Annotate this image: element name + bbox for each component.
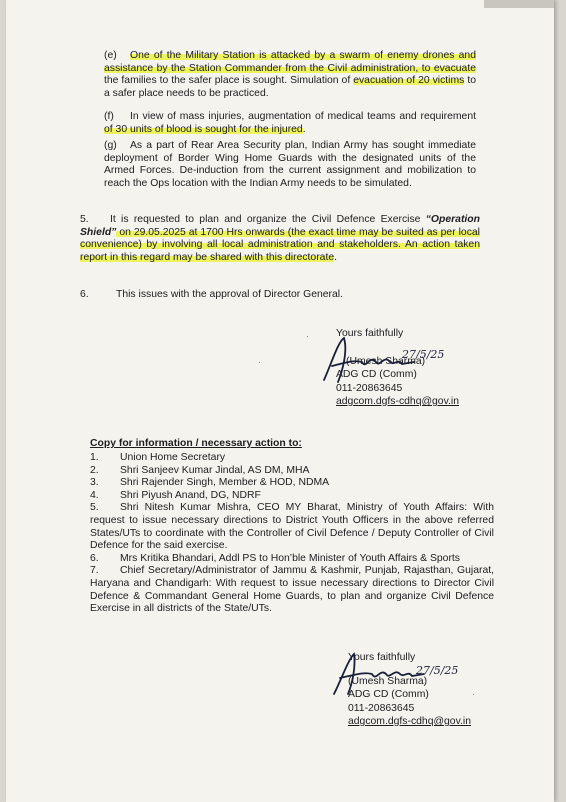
copy-item-number: 7.: [90, 565, 99, 577]
item-f-label: (f): [104, 111, 114, 122]
paragraph-5-highlight: on 29.05.2025 at 1700 Hrs onwards (the exact time may be suited as per local convenience) by involving all local administration and stakeholders. An action taken report in this regard may be shared with this directorate: [80, 226, 480, 263]
copy-item-number: 2.: [90, 464, 99, 476]
copy-item: [90, 452, 494, 465]
copy-item: [90, 465, 494, 478]
scan-speck: ·: [472, 689, 475, 699]
handwritten-signature-1: [318, 332, 448, 392]
copy-item: [90, 490, 494, 503]
closing-text: Yours faithfully: [348, 652, 416, 663]
copy-item-text: Union Home Secretary: [120, 452, 226, 463]
paragraph-5-text-2: .: [334, 251, 338, 263]
scan-speck: ·: [306, 331, 309, 341]
signer-name: (Umesh Sharma): [348, 675, 428, 687]
item-e-label: (e): [104, 50, 117, 61]
item-e-highlight-2: evacuation of 20 victims: [353, 75, 465, 87]
signer-email[interactable]: adgcom.dgfs-cdhq@gov.in: [336, 396, 459, 407]
handwritten-signature-2: [324, 650, 464, 700]
copy-item-text: Shri Sanjeev Kumar Jindal, AS DM, MHA: [120, 464, 310, 476]
signature-date-1: 27/5/25: [402, 348, 445, 361]
copy-item-text: Mrs Kritika Bhandari, Addl PS to Hon’ble Minister of Youth Affairs & Sports: [120, 552, 460, 564]
copy-item: [90, 502, 494, 552]
copy-item-number: 1.: [90, 452, 99, 463]
item-f: [104, 111, 476, 136]
paragraph-6: [80, 289, 480, 302]
signer-designation: ADG CD (Comm): [336, 369, 417, 380]
copy-item-text: Shri Rajender Singh, Member & HOD, NDMA: [120, 477, 330, 489]
item-e: [104, 50, 476, 100]
copy-item-number: 6.: [90, 552, 99, 564]
item-g-text-2: .: [408, 177, 412, 189]
document-page: [6, 0, 554, 802]
paragraph-5-text-1: It is requested to plan and organize the Civil Defence Exercise: [110, 214, 426, 225]
copy-item-text: Shri Piyush Anand, DG, NDRF: [120, 489, 261, 501]
item-e-text-mid: the families to the safer place is sought. Simulation of: [104, 75, 354, 87]
item-e-text-rest: to a safer place needs to be practiced.: [104, 75, 476, 99]
copy-list: [90, 452, 494, 616]
scan-edge: [484, 0, 554, 8]
paragraph-5: [80, 214, 480, 264]
exercise-name: “Operation Shield”: [80, 214, 480, 238]
signature-date-2: 27/5/25: [416, 664, 459, 677]
paragraph-5-number: 5.: [80, 214, 89, 225]
paragraph-6-number: 6.: [80, 289, 89, 300]
item-g-text-1: As a part of Rear Area Security plan, Indian Army has sought immediate deployment of Border Wing Home Guards with the designated units of the Armed Forces. De-induction from the current assignment and mobilization to reach the Ops location with the Indian Army needs to be simulated: [104, 140, 476, 189]
item-f-text-1: In view of mass injuries, augmentation of medical teams and requirement: [130, 111, 476, 122]
signer-name: (Umesh Sharma): [346, 355, 426, 367]
copy-item-text: Chief Secretary/Administrator of Jammu & Kashmir, Punjab, Rajasthan, Gujarat, Haryana and Chandigarh: With request to issue necessary directions to Director Civil Defence & Commandant General Home Guards, to plan and organize Civil Defence Exercise in all districts of the State/UTs.: [90, 565, 494, 615]
item-g-label: (g): [104, 140, 117, 151]
signer-email[interactable]: adgcom.dgfs-cdhq@gov.in: [348, 716, 471, 727]
copy-item-number: 5.: [90, 502, 99, 514]
item-f-text-2: .: [302, 123, 306, 135]
copy-item: [90, 477, 494, 490]
copy-item-number: 4.: [90, 489, 99, 501]
paragraph-6-text: This issues with the approval of Director General.: [116, 289, 343, 300]
copy-title: Copy for information / necessary action to:: [90, 438, 302, 449]
signer-phone: 011-20863645: [348, 702, 415, 714]
item-e-highlight-1: One of the Military Station is attacked by a swarm of enemy drones and assistance by the Station Commander from the Civil administration, to evacuate: [104, 50, 476, 74]
copy-item: [90, 565, 494, 615]
copy-item: [90, 553, 494, 566]
signer-phone: 011-20863645: [336, 382, 403, 394]
item-g: [104, 140, 476, 190]
copy-item-number: 3.: [90, 477, 99, 489]
scan-speck: ·: [258, 357, 261, 367]
signer-designation: ADG CD (Comm): [348, 689, 429, 700]
copy-item-text: Shri Nitesh Kumar Mishra, CEO MY Bharat, Ministry of Youth Affairs: With request to issue necessary directions to District Youth Officers in the above referred States/UTs to coordinate with the Controller of Civil Defence / Deputy Controller of Civil Defence for the said exercise.: [90, 502, 494, 552]
item-f-highlight: of 30 units of blood is sought for the injured: [104, 123, 303, 135]
closing-text: Yours faithfully: [336, 328, 404, 339]
